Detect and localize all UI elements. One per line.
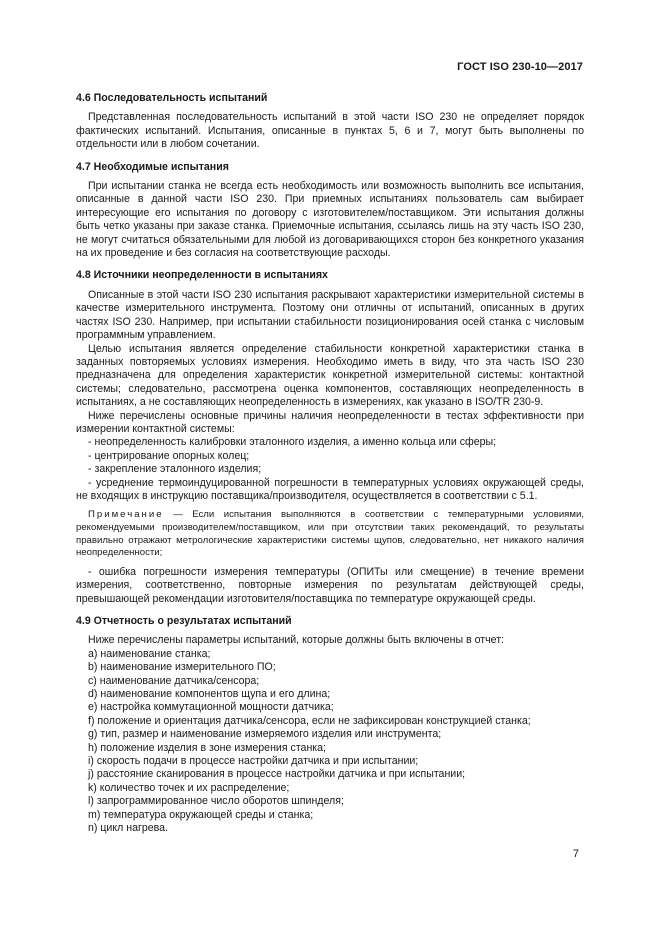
note	[76, 509, 584, 559]
list-item: j) расстояние сканирования в процессе настройки датчика и при испытании;	[88, 768, 466, 781]
paragraph: Ниже перечислены основные причины наличия неопределенности в тестах эффективности при измерении контактной системы:	[76, 409, 584, 435]
paragraph: Целью испытания является определение стабильности конкретной характеристики станка в заданных повторяемых условиях измерения. Необходимо иметь в виду, что эта часть ISO 230 предназначена для определения характеристик конкретной измерительной системы: контактной системы; следовательно, рассмотрена оценка компонентов, составляющих неопределенность в испытаниях, а не составляющих неопределенность в измерениях, как указано в ISO/TR 230-9.	[76, 342, 584, 409]
list-item: i) скорость подачи в процессе настройки датчика и при испытании;	[88, 755, 419, 768]
list-item: k) количество точек и их распределение;	[88, 781, 290, 794]
section-4-7	[76, 161, 584, 261]
list-item: m) температура окружающей среды и станка;	[88, 808, 314, 821]
list-item: - усреднение термоиндуцированной погрешности в температурных условиях окружающей среды, не входящих в инструкцию поставщика/производителя, осуществляется в соответствии с 5.1.	[76, 476, 584, 502]
paragraph: Описанные в этой части ISO 230 испытания раскрывают характеристики измерительной системы в качестве измерительного инструмента. Поэтому они отличны от испытаний, описанных в других частях ISO 230. Например, при испытании стабильности позиционирования осей станка с числовым программным управлением.	[76, 288, 584, 342]
list-item: c) наименование датчика/сенсора;	[88, 674, 260, 687]
paragraph: При испытании станка не всегда есть необходимость или возможность выполнить все испытания, описанные в данной части ISO 230. При приемных испытаниях пользователь сам выбирает интересующие его испытания по договору с изготовителем/поставщиком. Эти испытания должны быть четко указаны при заказе станка. Приемочные испытания, ссылаясь лишь на эту часть ISO 230, не могут считаться обязательными для любой из договаривающихся сторон без конкретного указания на их проведение и без согласия на соответствующие расходы.	[76, 180, 584, 260]
uncertainty-list	[76, 436, 584, 503]
list-item: b) наименование измерительного ПО;	[88, 661, 276, 674]
list-item: - ошибка погрешности измерения температуры (ОПИТы или смещение) в течение времени измерения, соответственно, повторные измерения по результатам действующей среды, превышающей рекомендации изготовителя/поставщика по температуре окружающей среды.	[76, 565, 584, 605]
section-title: 4.8 Источники неопределенности в испытаниях	[76, 269, 328, 282]
paragraph: Ниже перечислены параметры испытаний, которые должны быть включены в отчет:	[88, 634, 504, 647]
list-item: e) настройка коммутационной мощности датчика;	[88, 701, 334, 714]
section-4-9	[76, 615, 584, 836]
list-item: h) положение изделия в зоне измерения станка;	[88, 741, 326, 754]
list-item: - неопределенность калибровки эталонного изделия, а именно кольца или сферы;	[88, 436, 497, 449]
note-label: Примечание	[88, 509, 164, 521]
section-4-8	[76, 269, 584, 606]
section-4-6	[76, 92, 584, 152]
section-title: 4.7 Необходимые испытания	[76, 160, 229, 173]
list-item: - закрепление эталонного изделия;	[88, 463, 262, 476]
report-parameters-list	[76, 648, 584, 836]
page-number: 7	[572, 848, 579, 860]
list-item: g) тип, размер и наименование измеряемого изделия или инструмента;	[88, 728, 442, 741]
list-item: - центрирование опорных колец;	[88, 449, 250, 462]
list-item: l) запрограммированное число оборотов шпинделя;	[88, 795, 344, 808]
uncertainty-list-continued	[76, 566, 584, 606]
page-content	[76, 92, 584, 844]
list-item: a) наименование станка;	[88, 647, 211, 660]
paragraph: Представленная последовательность испытаний в этой части ISO 230 не определяет порядок фактических испытаний. Испытания, описанные в пунктах 5, 6 и 7, могут быть выполнены по отдельности или в любом сочетании.	[76, 111, 584, 151]
section-title: 4.9 Отчетность о результатах испытаний	[76, 614, 292, 627]
document-code-header: ГОСТ ISO 230-10—2017	[457, 61, 583, 73]
note-text: — Если испытания выполняются в соответствии с температурными условиями, рекомендуемыми производителем/поставщиком, или при отсутствии таких рекомендаций, то результаты правильно отражают метрологические характеристики системы щупов, следовательно, нет никакого наличия неопределенности;	[76, 509, 584, 559]
list-item: n) цикл нагрева.	[88, 822, 168, 835]
list-item: f) положение и ориентация датчика/сенсора, если не зафиксирован конструкцией станка;	[88, 714, 531, 727]
list-item: d) наименование компонентов щупа и его длина;	[88, 688, 331, 700]
section-title: 4.6 Последовательность испытаний	[76, 92, 268, 104]
